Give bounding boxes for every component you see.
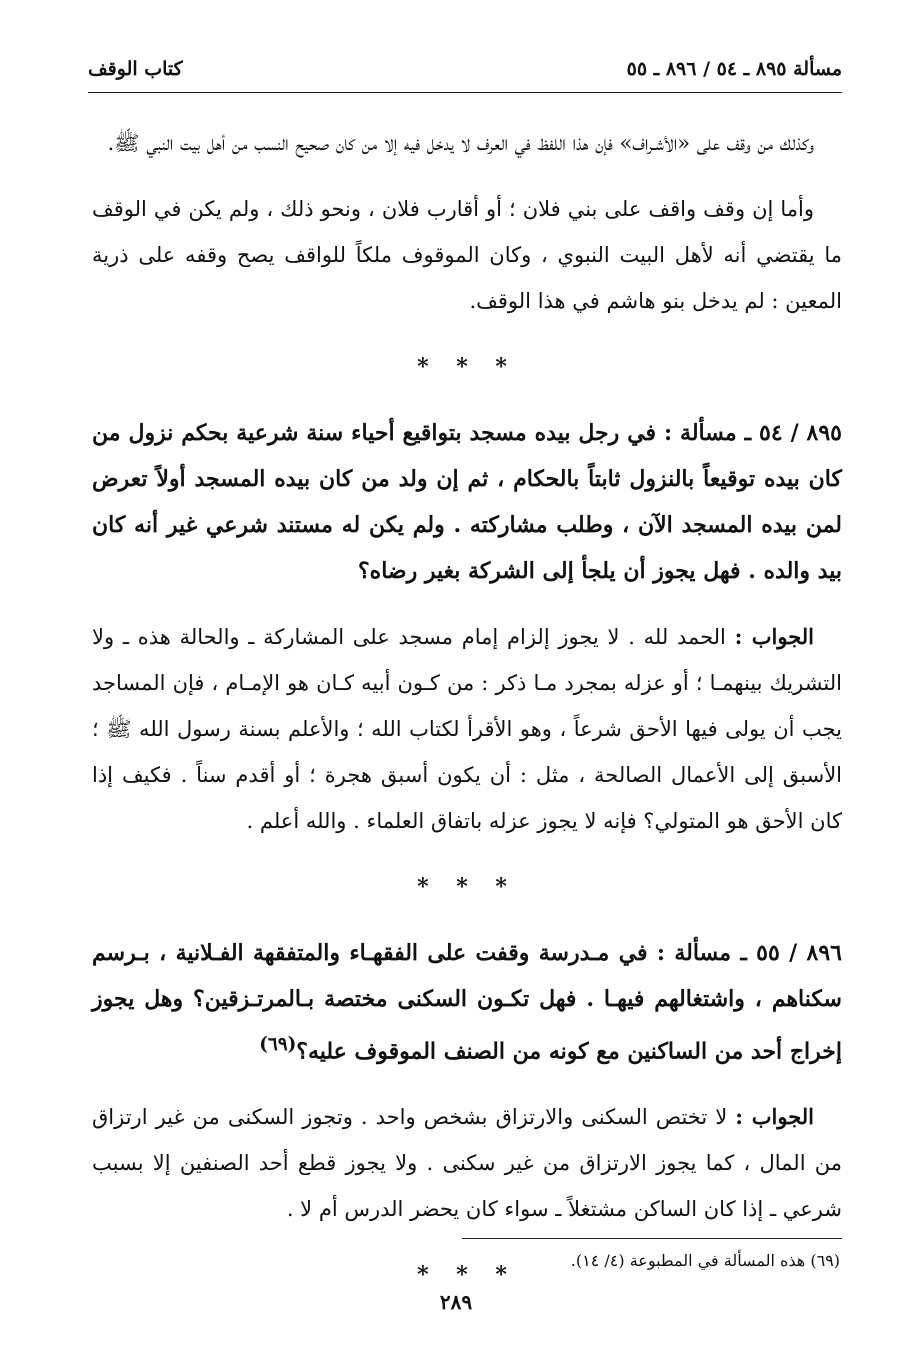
answer-895 (92, 614, 842, 844)
footnote-divider (462, 1238, 842, 1239)
section-separator: * * * (417, 1262, 517, 1289)
page-number: ٢٨٩ (439, 1290, 473, 1314)
paragraph-bani-fulan: وأما إن وقف واقف على بني فلان ؛ أو أقارب فلان ، ونحو ذلك ، ولم يكن في الوقف ما يقتضي أنه لأهل البيت النبوي ، وكان الموقوف ملكاً للواقف يصح وقفه على ذرية المعين : لم يدخل بنو هاشم في هذا الوقف. (92, 197, 842, 313)
question-number: ٨٩٦ / ٥٥ ـ (740, 940, 842, 966)
footnote-reference: (٦٩) (259, 1034, 297, 1055)
question-label: مسألة : (664, 420, 737, 446)
question-895 (92, 410, 842, 594)
question-number: ٨٩٥ / ٥٤ ـ (744, 420, 842, 446)
answer-label: الجواب : (735, 1104, 814, 1130)
answer-text: الحمد لله . لا يجوز إلزام إمام مسجد على المشاركة ـ والحالة هذه ـ ولا التشريك بينهمـا ؛ أو عزله بمجرد مـا ذكر : من كـون أبيه كـان هو الإمـام ، فإن المساجد يجب أن يولى فيها الأحق شرعاً ، وهو الأقرأ لكتاب الله ؛ والأعلم بسنة رسول الله ﷺ ؛ الأسبق إلى الأعمال الصالحة ، مثل : أن يكون أسبق هجرة ؛ أو أقدم سناً . فكيف إذا كان الأحق هو المتولي؟ فإنه لا يجوز عزله باتفاق العلماء . والله أعلم . (92, 625, 842, 833)
section-separator: * * * (417, 354, 517, 380)
paragraph-ashraf: وكذلك من وقف على «الأشـراف» فإن هذا اللفظ في العرف لا يدخل فيه إلا من كان صحيح النسب من أهل بيت النبي ﷺ. (107, 131, 814, 155)
question-896 (92, 930, 842, 1074)
answer-label: الجواب : (734, 624, 814, 649)
question-label: مسألة : (656, 940, 732, 966)
page-body (92, 120, 842, 1318)
question-text: في مـدرسة وقفت على الفقهـاء والمتفقهة الفـلانية ، بـرسم سكناهم ، واشتغالهم فيهـا . فهل تكـون السكنى مختصة بـالمرتـزقين؟ وهل يجوز إخراج أحد من الساكنين مع كونه من الصنف الموقوف عليه؟ (92, 940, 842, 1065)
section-separator: * * * (417, 874, 517, 900)
answer-896 (92, 1094, 842, 1232)
header-question-range: مسألة ٨٩٥ ـ ٥٤ / ٨٩٦ ـ ٥٥ (626, 58, 842, 80)
answer-text: لا تختص السكنى والارتزاق بشخص واحد . وتجوز السكنى من غير ارتزاق من المال ، كما يجوز الارتزاق من غير سكنى . ولا يجوز قطع أحد الصنفين إلا بسبب شرعي ـ إذا كان الساكن مشتغلاً ـ سواء كان يحضر الدرس أم لا . (92, 1105, 842, 1222)
footnote: (٦٩) هذه المسألة في المطبوعة (٤/ ١٤). (570, 1251, 840, 1270)
header-book-title: كتاب الوقف (88, 58, 183, 80)
running-header (88, 52, 842, 93)
question-text: في رجل بيده مسجد بتواقيع أحياء سنة شرعية بحكم نزول من كان بيده توقيعاً بالنزول ثابتاً بالحكام ، ثم إن ولد من كان بيده المسجد أولاً تعرض لمن بيده المسجد الآن ، وطلب مشاركته . ولم يكن له مستند شرعي غير أنه كان بيد والده . فهل يجوز أن يلجأ إلى الشركة بغير رضاه؟ (92, 420, 842, 584)
